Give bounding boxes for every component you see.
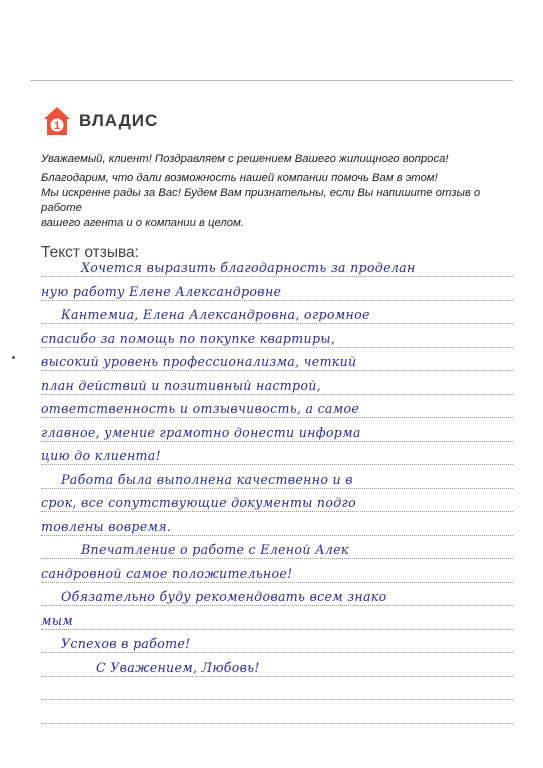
handwritten-line: Впечатление о работе с Еленой Алек	[81, 542, 349, 557]
handwritten-line: товлены вовремя.	[41, 518, 172, 534]
handwritten-line: Кантемиа, Елена Александровна, огромное	[61, 307, 370, 322]
handwritten-line: Успехов в работе!	[61, 636, 191, 651]
handwritten-line: мым	[41, 612, 74, 628]
ruled-line	[41, 441, 513, 442]
handwritten-line: сандровной самое положительное!	[41, 565, 293, 581]
intro-text	[41, 152, 511, 231]
thanks-text-3: вашего агента и о компании в целом.	[41, 217, 244, 229]
thanks-text-2: Мы искренне рады за Вас! Будем Вам признательны, если Вы напишите отзыв о работе	[41, 187, 481, 214]
handwritten-line: срок, все сопутствующие документы подго	[41, 495, 357, 510]
review-heading: Текст отзыва:	[41, 244, 139, 261]
handwritten-line: план действий и позитивный настрой,	[41, 377, 321, 393]
handwritten-line: ную работу Елене Александровне	[41, 283, 282, 299]
ruled-line	[41, 323, 513, 324]
ruled-line	[41, 629, 513, 630]
ruled-line	[41, 417, 513, 418]
ruled-line	[41, 652, 513, 653]
ruled-line	[41, 699, 513, 700]
handwritten-line: ответственность и отзывчивость, а самое	[41, 401, 360, 416]
ruled-line	[41, 370, 513, 371]
handwritten-line: цию до клиента!	[41, 448, 161, 463]
handwritten-line: высокий уровень профессионализма, четкий	[41, 354, 357, 369]
ruled-line	[41, 558, 513, 559]
ruled-line	[41, 300, 513, 301]
handwritten-line: Хочется выразить благодарность за проделан	[81, 260, 416, 275]
handwritten-line: главное, умение грамотно донести информа	[41, 424, 361, 440]
handwritten-line: спасибо за помощь по покупке квартиры,	[41, 330, 336, 346]
ruled-line	[41, 488, 513, 489]
thanks-text-1: Благодарим, что дали возможность нашей компании помочь Вам в этом!	[41, 172, 438, 184]
review-lined-area	[41, 256, 513, 726]
company-name: ВЛАДИС	[79, 111, 159, 130]
handwritten-line: С Уважением, Любовь!	[96, 659, 260, 675]
ruled-line	[41, 276, 513, 277]
handwritten-line: Работа была выполнена качественно и в	[61, 471, 353, 487]
ruled-line	[41, 347, 513, 348]
ruled-line	[41, 605, 513, 606]
top-divider	[30, 80, 513, 81]
company-logo	[43, 106, 158, 136]
ruled-line	[41, 394, 513, 395]
ruled-line	[41, 723, 513, 724]
ink-dot	[12, 356, 15, 359]
greeting-text: Уважаемый, клиент! Поздравляем с решением Вашего жилищного вопроса!	[41, 153, 449, 165]
svg-text:1: 1	[53, 120, 61, 132]
ruled-line	[41, 676, 513, 677]
handwritten-line: Обязательно буду рекомендовать всем знако	[61, 589, 387, 604]
ruled-line	[41, 511, 513, 512]
house-logo-icon	[43, 106, 71, 136]
ruled-line	[41, 464, 513, 465]
ruled-line	[41, 535, 513, 536]
ruled-line	[41, 582, 513, 583]
